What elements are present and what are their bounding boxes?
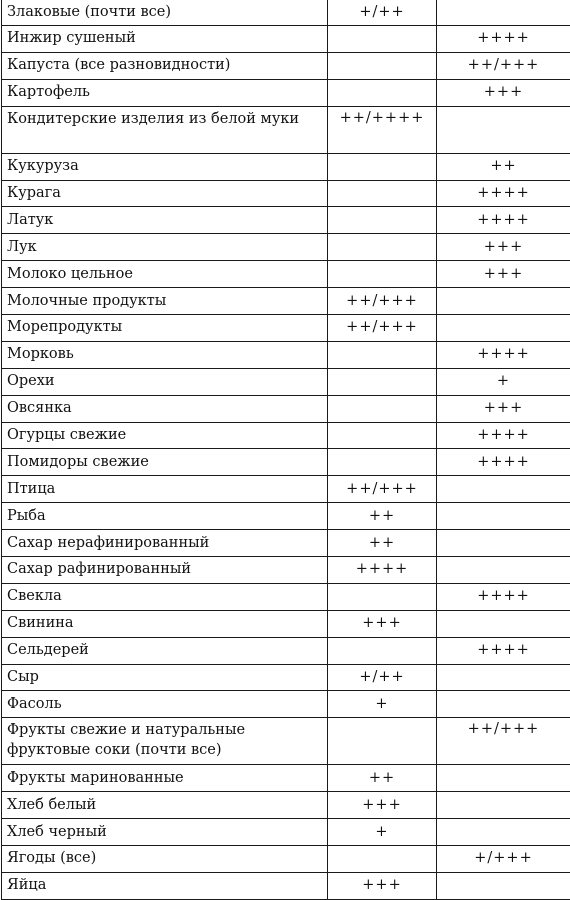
acid-mark: [328, 449, 437, 476]
alkaline-mark: [437, 476, 570, 503]
food-name: Сельдерей: [2, 637, 328, 664]
table-row: [2, 341, 570, 368]
food-name: Орехи: [2, 368, 328, 395]
table-row: [2, 261, 570, 288]
acid-mark: [328, 180, 437, 207]
food-name: Хлеб черный: [2, 819, 328, 846]
alkaline-mark: [437, 288, 570, 315]
table-row: [2, 872, 570, 899]
food-name: Картофель: [2, 79, 328, 106]
acid-mark: [328, 261, 437, 288]
acid-mark: +++: [328, 610, 437, 637]
food-name: Морковь: [2, 341, 328, 368]
food-name: Фрукты свежие и натуральные фруктовые соки (почти все): [2, 718, 328, 765]
alkaline-mark: [437, 106, 570, 153]
acid-mark: [328, 341, 437, 368]
table-row: [2, 0, 570, 26]
food-name: Инжир сушеный: [2, 26, 328, 53]
acid-mark: [328, 846, 437, 873]
table-row: [2, 530, 570, 557]
alkaline-mark: [437, 664, 570, 691]
table-row: [2, 846, 570, 873]
alkaline-mark: ++++: [437, 26, 570, 53]
alkaline-mark: [437, 557, 570, 584]
food-name: Кукуруза: [2, 153, 328, 180]
alkaline-mark: +: [437, 368, 570, 395]
alkaline-mark: ++++: [437, 180, 570, 207]
food-name: Сахар рафинированный: [2, 557, 328, 584]
table-row: [2, 288, 570, 315]
alkaline-mark: [437, 315, 570, 342]
food-name: Свекла: [2, 583, 328, 610]
acid-mark: ++++: [328, 557, 437, 584]
food-name: Птица: [2, 476, 328, 503]
food-name: Злаковые (почти все): [2, 0, 328, 26]
table-row: [2, 106, 570, 153]
table-row: [2, 207, 570, 234]
food-name: Рыба: [2, 503, 328, 530]
acid-mark: +: [328, 819, 437, 846]
acid-mark: [328, 153, 437, 180]
food-name: Хлеб белый: [2, 792, 328, 819]
food-name: Кондитерские изделия из белой муки: [2, 106, 328, 153]
alkaline-mark: ++++: [437, 449, 570, 476]
food-name: Фасоль: [2, 691, 328, 718]
acid-mark: [328, 234, 437, 261]
acid-mark: [328, 637, 437, 664]
alkaline-mark: [437, 792, 570, 819]
alkaline-mark: [437, 765, 570, 792]
alkaline-mark: +++: [437, 395, 570, 422]
acid-mark: [328, 583, 437, 610]
alkaline-mark: ++++: [437, 637, 570, 664]
food-name: Латук: [2, 207, 328, 234]
table-row: [2, 52, 570, 79]
table-row: [2, 26, 570, 53]
food-name: Капуста (все разновидности): [2, 52, 328, 79]
table-row: [2, 718, 570, 765]
alkaline-mark: [437, 819, 570, 846]
food-name: Морепродукты: [2, 315, 328, 342]
acid-mark: [328, 26, 437, 53]
alkaline-mark: +++: [437, 234, 570, 261]
alkaline-mark: ++++: [437, 341, 570, 368]
table-row: [2, 476, 570, 503]
table-row: [2, 637, 570, 664]
acid-mark: ++: [328, 765, 437, 792]
acid-mark: [328, 422, 437, 449]
acid-mark: ++/++++: [328, 106, 437, 153]
alkaline-mark: ++/+++: [437, 718, 570, 765]
table-row: [2, 79, 570, 106]
table-row: [2, 234, 570, 261]
table-row: [2, 792, 570, 819]
table-row: [2, 610, 570, 637]
table-row: [2, 503, 570, 530]
food-table: [1, 0, 570, 900]
acid-mark: ++: [328, 503, 437, 530]
acid-mark: ++: [328, 530, 437, 557]
table-row: [2, 368, 570, 395]
food-name: Молочные продукты: [2, 288, 328, 315]
acid-mark: [328, 207, 437, 234]
acid-mark: +++: [328, 792, 437, 819]
table-row: [2, 395, 570, 422]
alkaline-mark: [437, 610, 570, 637]
alkaline-mark: +/+++: [437, 846, 570, 873]
acid-mark: +/++: [328, 0, 437, 26]
table-row: [2, 180, 570, 207]
alkaline-mark: [437, 691, 570, 718]
food-table-body: [2, 0, 570, 899]
food-name: Помидоры свежие: [2, 449, 328, 476]
alkaline-mark: ++: [437, 153, 570, 180]
food-name: Сыр: [2, 664, 328, 691]
alkaline-mark: +++: [437, 79, 570, 106]
food-name: Лук: [2, 234, 328, 261]
table-row: [2, 583, 570, 610]
acid-mark: [328, 368, 437, 395]
food-name: Овсянка: [2, 395, 328, 422]
acid-mark: [328, 52, 437, 79]
table-row: [2, 449, 570, 476]
alkaline-mark: [437, 530, 570, 557]
acid-mark: +++: [328, 872, 437, 899]
acid-mark: [328, 395, 437, 422]
acid-mark: ++/+++: [328, 315, 437, 342]
table-row: [2, 664, 570, 691]
food-name: Огурцы свежие: [2, 422, 328, 449]
alkaline-mark: [437, 872, 570, 899]
table-row: [2, 557, 570, 584]
alkaline-mark: ++/+++: [437, 52, 570, 79]
food-name: Молоко цельное: [2, 261, 328, 288]
food-name: Ягоды (все): [2, 846, 328, 873]
food-name: Курага: [2, 180, 328, 207]
alkaline-mark: ++++: [437, 207, 570, 234]
table-row: [2, 691, 570, 718]
acid-mark: [328, 79, 437, 106]
table-row: [2, 819, 570, 846]
acid-mark: +/++: [328, 664, 437, 691]
alkaline-mark: +++: [437, 261, 570, 288]
alkaline-mark: ++++: [437, 422, 570, 449]
table-row: [2, 315, 570, 342]
table-row: [2, 153, 570, 180]
food-name: Яйца: [2, 872, 328, 899]
alkaline-mark: [437, 0, 570, 26]
table-row: [2, 765, 570, 792]
acid-mark: +: [328, 691, 437, 718]
acid-mark: ++/+++: [328, 476, 437, 503]
alkaline-mark: [437, 503, 570, 530]
alkaline-mark: ++++: [437, 583, 570, 610]
food-name: Свинина: [2, 610, 328, 637]
food-name: Сахар нерафинированный: [2, 530, 328, 557]
food-name: Фрукты маринованные: [2, 765, 328, 792]
table-row: [2, 422, 570, 449]
acid-mark: ++/+++: [328, 288, 437, 315]
acid-mark: [328, 718, 437, 765]
